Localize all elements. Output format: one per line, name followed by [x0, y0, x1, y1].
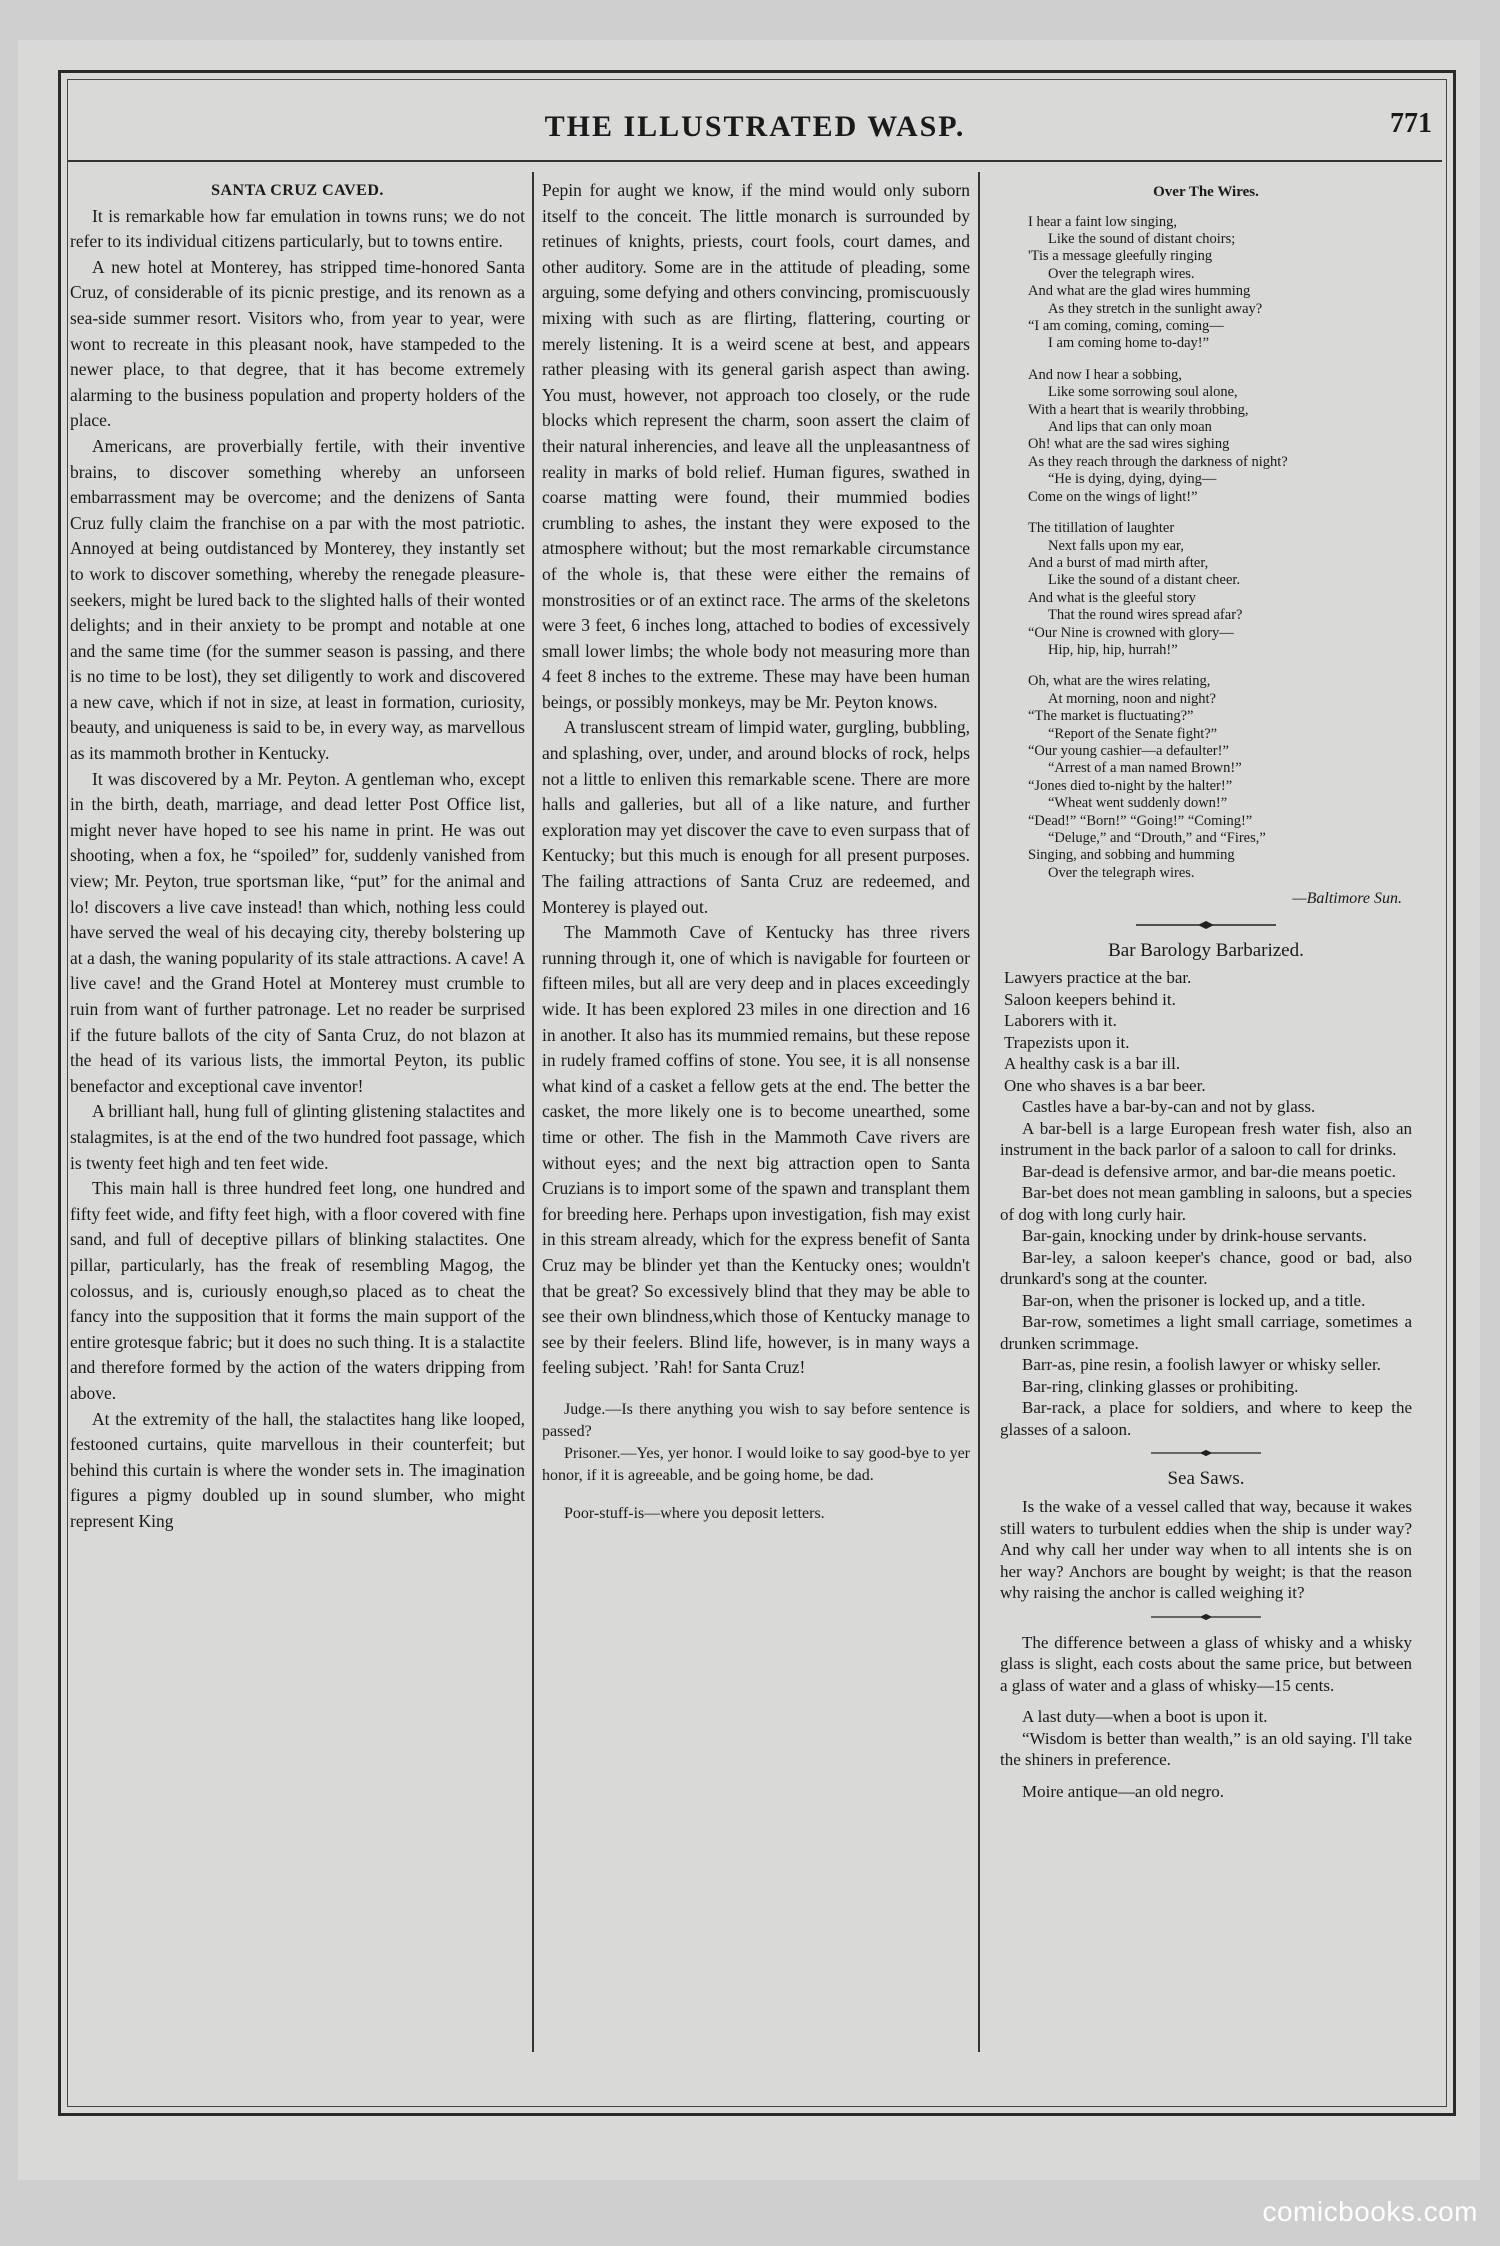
poem-line: Oh! what are the sad wires sighing	[1028, 436, 1230, 453]
page-header	[68, 100, 1442, 162]
bar-line: Trapezists upon it.	[1004, 1032, 1130, 1052]
duty-joke: A last duty—when a boot is upon it.	[1022, 1707, 1268, 1726]
sea-saws-body	[1000, 1496, 1412, 1604]
article-heading: SANTA CRUZ CAVED.	[211, 182, 384, 199]
bar-line: Laborers with it.	[1004, 1011, 1117, 1031]
paragraph: A brilliant hall, hung full of glinting glistening stalactites and stalagmites, is at the end of the two hundred foot passage, which is twenty feet high and ten feet wide.	[70, 1101, 525, 1173]
poem-stanza	[1028, 520, 1412, 659]
paragraph: The Mammoth Cave of Kentucky has three rivers running through it, one of which is navigable for fourteen or fifteen miles, but all are very deep and in places exceedingly wide. It has been explored 23 miles in one direction and 16 in another. It also has its mummied remains, but these repose in rudely framed coffins of stone. You see, it is all nonsense what kind of a casket a fellow gets at the end. The better the casket, the more likely one is to become unearthed, some time or other. The fish in the Mammoth Cave rivers are without eyes; and the next big attraction open to Santa Cruzians is to import some of the spawn and transplant them for breeding here. Perhaps upon investigation, fish may exist in this stream already, which for the express benefit of Santa Cruz may be blinder yet than the Kentucky ones; wouldn't that be great? So excessively blind that they may be able to see their own blindness,which those of Kentucky manage to see by their feelers. Blind life, however, is in many ways a feeling subject. ’Rah! for Santa Cruz!	[542, 922, 970, 1378]
ornament-rule	[1136, 920, 1276, 930]
bar-line: Saloon keepers behind it.	[1004, 989, 1176, 1009]
poem-line: “Report of the Senate fight?”	[1048, 725, 1218, 742]
poem-line: And now I hear a sobbing,	[1028, 366, 1182, 383]
bar-line: One who shaves is a bar beer.	[1004, 1075, 1206, 1095]
poem-line: I hear a faint low singing,	[1028, 213, 1177, 230]
bar-line: A healthy cask is a bar ill.	[1004, 1054, 1181, 1074]
poor-stuff-joke: Poor-stuff-is—where you deposit letters.	[564, 1504, 825, 1522]
watermark: comicbooks.com	[1262, 2196, 1478, 2227]
poem-line: Like the sound of distant choirs;	[1048, 231, 1236, 247]
article-santa-cruz	[70, 178, 525, 1534]
column-divider-2	[978, 172, 980, 2052]
article-continued	[542, 178, 970, 1527]
bar-item: Castles have a bar-by-can and not by glass.	[1022, 1097, 1316, 1117]
paragraph: Americans, are proverbially fertile, with their inventive brains, to discover something whereby an unforseen embarrassment may be overcome; and the denizens of Santa Cruz fully claim the franchise on a par with the most patriotic. Annoyed at being outdistanced by Monterey, they instantly set to work to discover something, whereby the renegade pleasure-seekers, might be lured back to the slighted halls of their wonted delights; and in their anxiety to be prompt and notable at one and the same time (for the summer season is passing, and there is no time to be lost), they set diligently to work and discovered a new cave, which if not in size, at least in formation, curiosity, beauty, and uniqueness is said to be, in every way, as marvellous as its mammoth brother in Kentucky.	[70, 435, 525, 764]
poem-line: “Our young cashier—a defaulter!”	[1028, 742, 1229, 759]
poem-line: And what are the glad wires humming	[1028, 283, 1251, 300]
poem-line: Singing, and sobbing and humming	[1028, 847, 1235, 864]
poem-line: Like some sorrowing soul alone,	[1048, 384, 1238, 401]
poem-line: Like the sound of a distant cheer.	[1048, 572, 1241, 589]
poem-line: And lips that can only moan	[1048, 419, 1212, 436]
poem-line: “Wheat went suddenly down!”	[1048, 795, 1228, 812]
bar-item: Bar-bet does not mean gambling in saloons, but a species of dog with long curly hair.	[1000, 1183, 1412, 1224]
poem-line: That the round wires spread afar?	[1048, 607, 1243, 624]
column-divider-1	[532, 172, 534, 2052]
prisoner-line: Prisoner.—Yes, yer honor. I would loike to say good-bye to yer honor, if it is agreeable, and be going home, be dad.	[542, 1444, 970, 1484]
sea-saws-title: Sea Saws.	[1167, 1468, 1245, 1490]
ornament-rule	[1151, 1448, 1261, 1458]
ornament-rule	[1151, 1612, 1261, 1622]
poem-line: Over the telegraph wires.	[1048, 265, 1195, 282]
poem-line: “Deluge,” and “Drouth,” and “Fires,”	[1048, 830, 1266, 846]
misc-jokes	[1000, 1632, 1412, 1803]
magazine-title: THE ILLUSTRATED WASP.	[544, 110, 966, 143]
poem-credit: —Baltimore Sun.	[1292, 890, 1402, 908]
sea-saws-text: Is the wake of a vessel called that way, because it wakes still waters to turbulent eddies when the ship is under way? And why call her under way when to all intents she is on her way? Anchors are bought by weight; is that the reason why raising the anchor is called weighing it?	[1000, 1497, 1412, 1602]
poem-line: “I am coming, coming, coming—	[1028, 318, 1224, 335]
poem-line: “Arrest of a man named Brown!”	[1048, 760, 1242, 777]
paragraph: It was discovered by a Mr. Peyton. A gentleman who, except in the birth, death, marriage, and dead letter Post Office list, might never have hoped to see his name in print. He was out shooting, when a fox, he “spoiled” for, suddenly vanished from view; Mr. Peyton, true sportsman like, “put” for the animal and lo! discovers a live cave instead! than which, nothing less could have served the weal of his decaying city, thereby bolstering up at a dash, the waning popularity of its stale attractions. A cave! A live cave! and the Grand Hotel at Monterey must crumble to ruin from want of further patronage. Let no reader be surprised if the future ballots of the city of Santa Cruz, do not blazon at the head of its various lists, the immortal Peyton, its public benefactor and exceptional cave inventor!	[70, 768, 525, 1096]
bar-barology-body	[1000, 967, 1412, 1440]
bar-item: Bar-row, sometimes a light small carriage, sometimes a drunken scrimmage.	[1000, 1312, 1412, 1353]
right-column	[1000, 182, 1412, 1802]
poem-line: As they stretch in the sunlight away?	[1048, 300, 1263, 317]
poem-stanza	[1028, 673, 1412, 882]
paragraph: This main hall is three hundred feet long, one hundred and fifty feet wide, and fifty feet high, with a floor covered with fine sand, and full of deceptive pillars of blinking stalactites. One pillar, particularly, has the freak of resembling Magog, the colossus, and is, curiously enough,so placed as to cheat the fancy into the supposition that it forms the main support of the entire grotesque fabric; but it does no such thing. It is a stalactite and therefore formed by the action of the waters dripping from above.	[70, 1178, 525, 1403]
judge-anecdote	[542, 1399, 970, 1487]
poem-line: The titillation of laughter	[1028, 520, 1175, 537]
poem-line: With a heart that is wearily throbbing,	[1028, 401, 1249, 418]
poem-line: Hip, hip, hip, hurrah!”	[1048, 641, 1178, 658]
bar-item: Bar-gain, knocking under by drink-house servants.	[1022, 1226, 1367, 1246]
poem-line: 'Tis a message gleefully ringing	[1028, 248, 1213, 265]
bar-barology-title: Bar Barology Barbarized.	[1108, 939, 1304, 961]
poem-line: As they reach through the darkness of night?	[1028, 453, 1288, 470]
poem-line: Come on the wings of light!”	[1028, 488, 1198, 505]
poem-line: “The market is fluctuating?”	[1028, 708, 1194, 725]
bar-item: Bar-ring, clinking glasses or prohibiting.	[1022, 1376, 1299, 1396]
bar-item: Barr-as, pine resin, a foolish lawyer or whisky seller.	[1022, 1355, 1381, 1375]
bar-line: Lawyers practice at the bar.	[1004, 968, 1192, 988]
paragraph: A transluscent stream of limpid water, gurgling, bubbling, and splashing, over, under, and around blocks of rock, helps not a little to enliven this remarkable scene. There are more halls and galleries, but all of a like nature, and further exploration may yet discover the cave to even surpass that of Kentucky; but this much is enough for all present purposes. The failing attractions of Santa Cruz are redeemed, and Monterey is played out.	[542, 717, 970, 917]
wisdom-joke: “Wisdom is better than wealth,” is an old saying. I'll take the shiners in preference.	[1000, 1728, 1412, 1769]
bar-item: Bar-ley, a saloon keeper's chance, good or bad, also drunkard's song at the counter.	[1000, 1247, 1412, 1289]
poem-line: I am coming home to-day!”	[1048, 335, 1210, 352]
paragraph: It is remarkable how far emulation in towns runs; we do not refer to its individual citizens particularly, but to towns entire.	[70, 205, 525, 252]
bar-item: Bar-on, when the prisoner is locked up, and a title.	[1022, 1290, 1366, 1310]
whisky-joke: The difference between a glass of whisky and a whisky glass is slight, each costs about the same price, but between a glass of water and a glass of whisky—15 cents.	[1000, 1632, 1412, 1695]
poem-line: “Our Nine is crowned with glory—	[1028, 624, 1234, 641]
paragraph: At the extremity of the hall, the stalactites hang like looped, festooned curtains, quite marvellous in their counterfeit; but behind this curtain is where the wonder sets in. The imagination figures a pigmy doubled up in sound slumber, who might represent King	[70, 1408, 525, 1531]
poem-line: “He is dying, dying, dying—	[1048, 471, 1217, 488]
poem-line: Oh, what are the wires relating,	[1028, 673, 1211, 690]
poem-line: Over the telegraph wires.	[1048, 864, 1195, 881]
bar-item: Bar-rack, a place for soldiers, and where to keep the glasses of a saloon.	[1000, 1398, 1412, 1439]
poem-stanza	[1028, 367, 1412, 506]
page-number: 771	[1390, 108, 1432, 139]
poem-line: Next falls upon my ear,	[1048, 537, 1184, 554]
poem-line: And a burst of mad mirth after,	[1028, 554, 1209, 571]
paragraph: A new hotel at Monterey, has stripped time-honored Santa Cruz, of considerable of its picnic prestige, and its renown as a sea-side summer resort. Visitors who, from year to year, were wont to recreate in this pleasant nook, have stampeded to the newer place, to that degree, that it has become extremely alarming to the business population and property holders of the place.	[70, 256, 525, 431]
paragraph: Pepin for aught we know, if the mind would only suborn itself to the conceit. The little monarch is surrounded by retinues of knights, priests, court fools, court dames, and other auditory. Some are in the attitude of pleading, some arguing, some defying and others convincing, promiscuously mixing with such as are flirting, flattering, courting or merely listening. It is a weird scene at best, and appears rather pleasing with its general garish aspect than awing. You must, however, not approach too closely, or the rude blocks which represent the charm, soon assert the claim of their natural inherencies, and leave all the unpleasantness of reality in marks of bold relief. Human figures, swathed in coarse matting were found, their mummied bodies crumbling to ashes, the instant they were exposed to the atmosphere without; but the most remarkable circumstance of the whole is, that these were either the remains of monstrosities or of an extinct race. The arms of the skeletons were 3 feet, 6 inches long, attached to bodies of excessively small lower limbs; the whole body not measuring more than 4 feet 8 inches to the extreme. These may have been human beings, or possibly monkeys, may be Mr. Peyton knows.	[542, 180, 970, 712]
moire-joke: Moire antique—an old negro.	[1022, 1781, 1225, 1801]
bar-item: Bar-dead is defensive armor, and bar-die means poetic.	[1022, 1161, 1396, 1181]
poem-title: Over The Wires.	[1153, 184, 1259, 200]
poem-line: “Dead!” “Born!” “Going!” “Coming!”	[1028, 812, 1253, 829]
bar-item: A bar-bell is a large European fresh water fish, also an instrument in the back parlor of a saloon to call for drinks.	[1000, 1118, 1412, 1160]
poem-line: At morning, noon and night?	[1048, 690, 1216, 707]
poem-stanza	[1028, 214, 1412, 353]
poem-line: “Jones died to-night by the halter!”	[1028, 777, 1233, 794]
poem-line: And what is the gleeful story	[1028, 589, 1196, 606]
judge-line: Judge.—Is there anything you wish to say before sentence is passed?	[542, 1400, 970, 1440]
